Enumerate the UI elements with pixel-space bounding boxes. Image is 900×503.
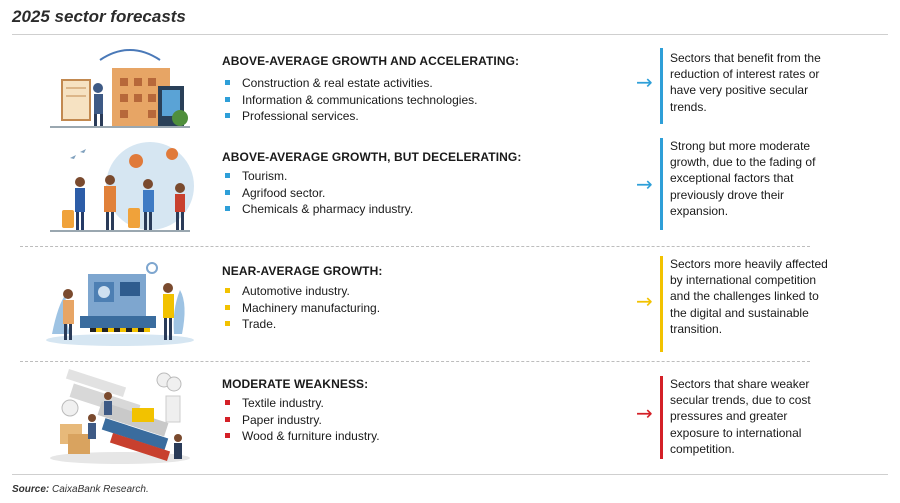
- list-item: Textile industry.: [242, 395, 380, 412]
- arrow-right-icon: →: [636, 172, 653, 196]
- bullet-icon: [225, 417, 230, 422]
- bullet-icon: [225, 80, 230, 85]
- bullet-icon: [225, 305, 230, 310]
- list-item: Professional services.: [242, 108, 477, 125]
- list-item: Paper industry.: [242, 412, 380, 429]
- accent-bar: [660, 48, 663, 124]
- factory-machinery-illustration: [40, 254, 200, 348]
- bullet-icon: [225, 206, 230, 211]
- list-item: Chemicals & pharmacy industry.: [242, 201, 413, 218]
- travelers-illustration: [40, 138, 200, 234]
- bullet-icon: [225, 288, 230, 293]
- accent-bar: [660, 376, 663, 459]
- section-heading: MODERATE WEAKNESS:: [222, 377, 369, 391]
- arrow-right-icon: →: [636, 401, 653, 425]
- section-description: Sectors more heavily affected by international competition and the challenges linked to the digital and sustainable transition.: [670, 257, 828, 336]
- bullet-icon: [225, 433, 230, 438]
- section-heading: ABOVE-AVERAGE GROWTH, BUT DECELERATING:: [222, 150, 522, 164]
- section-item-list: [242, 168, 413, 218]
- list-item: Automotive industry.: [242, 283, 380, 300]
- bullet-icon: [225, 321, 230, 326]
- list-item: Agrifood sector.: [242, 185, 413, 202]
- list-item: Information & communications technologies.: [242, 92, 477, 109]
- bullet-icon: [225, 173, 230, 178]
- list-item: Tourism.: [242, 168, 413, 185]
- section-heading: NEAR-AVERAGE GROWTH:: [222, 264, 383, 278]
- page-title: 2025 sector forecasts: [12, 7, 186, 26]
- source-note: [12, 484, 149, 495]
- arrow-right-icon: →: [636, 289, 653, 313]
- section-item-list: [242, 395, 380, 445]
- list-item: Trade.: [242, 316, 380, 333]
- source-text: CaixaBank Research.: [52, 484, 149, 495]
- section-divider: [20, 246, 810, 247]
- bullet-icon: [225, 190, 230, 195]
- section-divider: [20, 361, 810, 362]
- section-item-list: [242, 75, 477, 125]
- accent-bar: [660, 138, 663, 230]
- construction-illustration: [40, 40, 200, 132]
- bottom-divider: [12, 474, 888, 475]
- section-heading: ABOVE-AVERAGE GROWTH AND ACCELERATING:: [222, 54, 520, 68]
- accent-bar: [660, 256, 663, 352]
- section-item-list: [242, 283, 380, 333]
- bullet-icon: [225, 113, 230, 118]
- list-item: Machinery manufacturing.: [242, 300, 380, 317]
- bullet-icon: [225, 97, 230, 102]
- section-description: Strong but more moderate growth, due to the fading of exceptional factors that previously drove their expansion.: [670, 139, 816, 218]
- section-description: Sectors that share weaker secular trends, due to cost pressures and greater exposure to international competition.: [670, 377, 811, 456]
- arrow-right-icon: →: [636, 70, 653, 94]
- source-label: Source:: [12, 484, 50, 495]
- textile-paper-illustration: [40, 368, 200, 466]
- section-description: Sectors that benefit from the reduction of interest rates or have very positive secular trends.: [670, 51, 821, 114]
- bullet-icon: [225, 400, 230, 405]
- list-item: Construction & real estate activities.: [242, 75, 477, 92]
- list-item: Wood & furniture industry.: [242, 428, 380, 445]
- top-divider: [12, 34, 888, 35]
